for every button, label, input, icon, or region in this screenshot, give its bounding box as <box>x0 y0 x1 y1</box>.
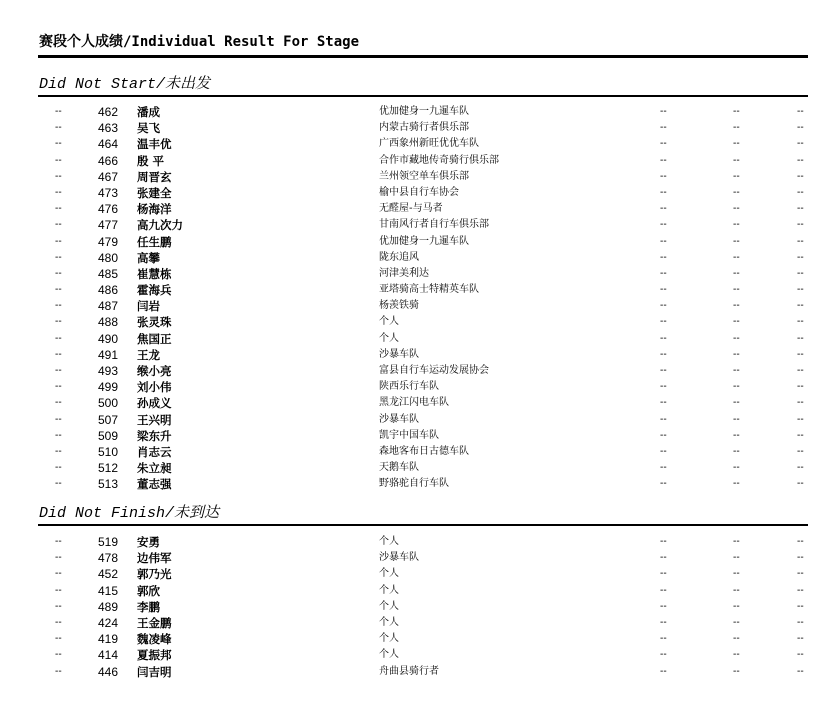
table-row <box>0 615 840 631</box>
team-name: 舟曲县骑行者 <box>379 665 439 677</box>
result-cell-b: -- <box>733 536 740 547</box>
bib-number: 473 <box>97 185 118 200</box>
rank-cell: -- <box>55 633 62 645</box>
bib-number: 490 <box>97 331 118 346</box>
result-cell-a: -- <box>660 397 667 409</box>
result-cell-b: -- <box>733 316 740 328</box>
rider-name: 周晋玄 <box>137 169 172 184</box>
rider-name: 安勇 <box>137 535 160 549</box>
table-row <box>0 664 840 680</box>
result-cell-c: -- <box>797 365 804 376</box>
rider-name: 高九次力 <box>137 218 183 233</box>
result-cell-c: -- <box>797 552 804 564</box>
rider-name: 闫吉明 <box>137 664 172 679</box>
result-cell-c: -- <box>797 600 804 612</box>
result-cell-c: -- <box>797 203 804 215</box>
rider-name: 缑小亮 <box>137 364 172 378</box>
team-name: 个人 <box>379 616 399 628</box>
result-cell-a: -- <box>660 284 667 296</box>
rank-cell: -- <box>55 203 62 215</box>
table-row <box>0 460 840 476</box>
rider-name: 王兴明 <box>137 412 172 427</box>
result-cell-b: -- <box>733 413 740 425</box>
result-cell-b: -- <box>733 300 740 312</box>
section-rule-dnf <box>38 524 808 526</box>
dnf-list <box>0 534 840 680</box>
result-cell-c: -- <box>797 616 804 628</box>
rank-cell: -- <box>55 478 62 490</box>
result-cell-b: -- <box>733 445 740 457</box>
team-name: 杨羡铁骑 <box>379 300 419 312</box>
result-cell-c: -- <box>797 300 804 312</box>
result-cell-c: -- <box>797 536 804 547</box>
table-row <box>0 379 840 395</box>
bib-number: 414 <box>97 648 118 663</box>
result-cell-c: -- <box>797 381 804 393</box>
table-row <box>0 647 840 663</box>
section-rule-dns <box>38 95 808 97</box>
bib-number: 499 <box>97 380 118 395</box>
team-name: 河津美利达 <box>379 267 429 279</box>
result-cell-c: -- <box>797 445 804 457</box>
bib-number: 493 <box>97 364 118 378</box>
rider-name: 崔慧栋 <box>137 266 172 281</box>
result-cell-b: -- <box>733 138 740 150</box>
result-cell-a: -- <box>660 235 667 247</box>
team-name: 合作市藏地传奇骑行俱乐部 <box>379 154 499 166</box>
result-cell-b: -- <box>733 186 740 198</box>
result-cell-b: -- <box>733 649 740 661</box>
bib-number: 500 <box>97 396 118 411</box>
bib-number: 491 <box>97 347 118 362</box>
bib-number: 489 <box>97 599 118 614</box>
rank-cell: -- <box>55 235 62 247</box>
result-cell-b: -- <box>733 170 740 182</box>
result-cell-a: -- <box>660 429 667 441</box>
bib-number: 463 <box>97 121 118 136</box>
result-cell-a: -- <box>660 536 667 547</box>
rank-cell: -- <box>55 365 62 376</box>
table-row <box>0 314 840 330</box>
result-cell-a: -- <box>660 219 667 231</box>
table-row <box>0 599 840 615</box>
table-row <box>0 217 840 233</box>
team-name: 野骆驼自行车队 <box>379 478 449 490</box>
result-cell-c: -- <box>797 348 804 360</box>
table-row <box>0 282 840 298</box>
rank-cell: -- <box>55 170 62 182</box>
result-cell-c: -- <box>797 413 804 425</box>
result-cell-a: -- <box>660 251 667 263</box>
table-row <box>0 550 840 566</box>
rank-cell: -- <box>55 600 62 612</box>
bib-number: 478 <box>97 551 118 566</box>
result-cell-a: -- <box>660 170 667 182</box>
result-cell-a: -- <box>660 649 667 661</box>
bib-number: 477 <box>97 218 118 233</box>
result-cell-b: -- <box>733 122 740 134</box>
team-name: 个人 <box>379 633 399 645</box>
result-cell-b: -- <box>733 381 740 393</box>
result-cell-c: -- <box>797 633 804 645</box>
rider-name: 夏振邦 <box>137 648 172 663</box>
result-cell-a: -- <box>660 462 667 474</box>
team-name: 内蒙古骑行者俱乐部 <box>379 122 469 134</box>
section-title-dnf: Did Not Finish/未到达 <box>39 505 220 522</box>
bib-number: 467 <box>97 169 118 184</box>
rider-name: 朱立昶 <box>137 461 172 476</box>
result-cell-c: -- <box>797 170 804 182</box>
page-title: 赛段个人成绩/Individual Result For Stage <box>39 34 360 50</box>
result-cell-b: -- <box>733 462 740 474</box>
team-name: 无醛屋-与马者 <box>379 203 443 215</box>
team-name: 森地客布日古德车队 <box>379 445 469 457</box>
result-cell-a: -- <box>660 616 667 628</box>
team-name: 沙暴车队 <box>379 348 419 360</box>
rank-cell: -- <box>55 219 62 231</box>
result-cell-a: -- <box>660 478 667 490</box>
result-cell-a: -- <box>660 348 667 360</box>
rider-name: 郭乃光 <box>137 567 172 582</box>
rider-name: 张灵珠 <box>137 315 172 330</box>
table-row <box>0 136 840 152</box>
team-name: 兰州领空单车俱乐部 <box>379 170 469 182</box>
result-cell-b: -- <box>733 332 740 344</box>
result-cell-a: -- <box>660 633 667 645</box>
bib-number: 486 <box>97 283 118 298</box>
result-cell-b: -- <box>733 600 740 612</box>
table-row <box>0 363 840 379</box>
rider-name: 王龙 <box>137 347 160 362</box>
rider-name: 高攀 <box>137 250 160 265</box>
result-cell-b: -- <box>733 348 740 360</box>
result-cell-b: -- <box>733 665 740 677</box>
result-cell-a: -- <box>660 106 667 117</box>
result-cell-b: -- <box>733 397 740 409</box>
bib-number: 424 <box>97 615 118 630</box>
result-cell-c: -- <box>797 235 804 247</box>
rider-name: 李鹏 <box>137 599 160 614</box>
result-cell-a: -- <box>660 154 667 166</box>
table-row <box>0 444 840 460</box>
result-cell-a: -- <box>660 122 667 134</box>
result-cell-c: -- <box>797 332 804 344</box>
bib-number: 519 <box>97 535 118 549</box>
team-name: 优加健身一九暹车队 <box>379 235 469 247</box>
rider-name: 殷 平 <box>137 153 165 168</box>
rank-cell: -- <box>55 332 62 344</box>
table-row <box>0 201 840 217</box>
result-cell-a: -- <box>660 552 667 564</box>
result-cell-a: -- <box>660 381 667 393</box>
rider-name: 董志强 <box>137 477 172 492</box>
result-cell-c: -- <box>797 478 804 490</box>
rank-cell: -- <box>55 316 62 328</box>
rank-cell: -- <box>55 649 62 661</box>
table-row <box>0 476 840 492</box>
rank-cell: -- <box>55 584 62 596</box>
result-cell-b: -- <box>733 568 740 580</box>
team-name: 榆中县自行车协会 <box>379 186 459 198</box>
rider-name: 潘成 <box>137 105 160 119</box>
result-cell-c: -- <box>797 154 804 166</box>
result-cell-c: -- <box>797 186 804 198</box>
table-row <box>0 185 840 201</box>
rank-cell: -- <box>55 251 62 263</box>
table-row <box>0 298 840 314</box>
rider-name: 焦国正 <box>137 331 172 346</box>
result-cell-b: -- <box>733 365 740 376</box>
bib-number: 476 <box>97 202 118 217</box>
team-name: 天鹅车队 <box>379 462 419 474</box>
rider-name: 肖志云 <box>137 444 172 459</box>
table-row <box>0 331 840 347</box>
bib-number: 466 <box>97 153 118 168</box>
team-name: 个人 <box>379 332 399 344</box>
result-cell-a: -- <box>660 568 667 580</box>
result-cell-b: -- <box>733 251 740 263</box>
rank-cell: -- <box>55 536 62 547</box>
rank-cell: -- <box>55 397 62 409</box>
team-name: 甘南风行者自行车俱乐部 <box>379 219 489 231</box>
team-name: 陇东追风 <box>379 251 419 263</box>
table-row <box>0 428 840 444</box>
result-cell-c: -- <box>797 251 804 263</box>
title-rule <box>38 55 808 58</box>
result-cell-a: -- <box>660 203 667 215</box>
team-name: 黑龙江闪电车队 <box>379 397 449 409</box>
result-cell-b: -- <box>733 616 740 628</box>
rider-name: 温丰优 <box>137 137 172 152</box>
result-cell-b: -- <box>733 633 740 645</box>
result-cell-b: -- <box>733 219 740 231</box>
bib-number: 452 <box>97 567 118 582</box>
team-name: 个人 <box>379 536 399 547</box>
result-cell-a: -- <box>660 665 667 677</box>
result-cell-c: -- <box>797 316 804 328</box>
table-row <box>0 266 840 282</box>
bib-number: 485 <box>97 266 118 281</box>
result-cell-c: -- <box>797 665 804 677</box>
bib-number: 479 <box>97 234 118 249</box>
result-cell-b: -- <box>733 429 740 441</box>
bib-number: 488 <box>97 315 118 330</box>
bib-number: 480 <box>97 250 118 265</box>
table-row <box>0 169 840 185</box>
rank-cell: -- <box>55 138 62 150</box>
result-cell-c: -- <box>797 138 804 150</box>
table-row <box>0 566 840 582</box>
result-cell-c: -- <box>797 122 804 134</box>
rank-cell: -- <box>55 381 62 393</box>
table-row <box>0 534 840 550</box>
table-row <box>0 412 840 428</box>
result-cell-b: -- <box>733 284 740 296</box>
result-cell-b: -- <box>733 106 740 117</box>
table-row <box>0 120 840 136</box>
rider-name: 霍海兵 <box>137 283 172 298</box>
rank-cell: -- <box>55 462 62 474</box>
table-row <box>0 583 840 599</box>
rank-cell: -- <box>55 122 62 134</box>
rider-name: 张建全 <box>137 185 172 200</box>
rank-cell: -- <box>55 665 62 677</box>
result-cell-a: -- <box>660 300 667 312</box>
rank-cell: -- <box>55 154 62 166</box>
result-cell-a: -- <box>660 584 667 596</box>
team-name: 个人 <box>379 568 399 580</box>
rank-cell: -- <box>55 552 62 564</box>
rank-cell: -- <box>55 348 62 360</box>
result-cell-c: -- <box>797 568 804 580</box>
table-row <box>0 250 840 266</box>
team-name: 个人 <box>379 584 399 596</box>
result-cell-c: -- <box>797 267 804 279</box>
team-name: 个人 <box>379 600 399 612</box>
team-name: 沙暴车队 <box>379 413 419 425</box>
bib-number: 462 <box>97 105 118 119</box>
team-name: 优加健身一九暹车队 <box>379 106 469 117</box>
result-cell-b: -- <box>733 552 740 564</box>
team-name: 陕西乐行车队 <box>379 381 439 393</box>
bib-number: 510 <box>97 444 118 459</box>
team-name: 沙暴车队 <box>379 552 419 564</box>
result-cell-a: -- <box>660 186 667 198</box>
bib-number: 464 <box>97 137 118 152</box>
bib-number: 415 <box>97 583 118 598</box>
rider-name: 边伟军 <box>137 551 172 566</box>
table-row <box>0 104 840 120</box>
result-cell-c: -- <box>797 397 804 409</box>
rider-name: 刘小伟 <box>137 380 172 395</box>
bib-number: 419 <box>97 632 118 647</box>
result-cell-a: -- <box>660 600 667 612</box>
result-cell-a: -- <box>660 445 667 457</box>
rank-cell: -- <box>55 186 62 198</box>
rank-cell: -- <box>55 616 62 628</box>
rider-name: 王金鹏 <box>137 615 172 630</box>
rider-name: 任生鹏 <box>137 234 172 249</box>
table-row <box>0 234 840 250</box>
result-cell-c: -- <box>797 284 804 296</box>
result-cell-b: -- <box>733 154 740 166</box>
result-cell-a: -- <box>660 316 667 328</box>
result-cell-b: -- <box>733 478 740 490</box>
rider-name: 孙成义 <box>137 396 172 411</box>
table-row <box>0 631 840 647</box>
result-cell-c: -- <box>797 584 804 596</box>
bib-number: 512 <box>97 461 118 476</box>
result-cell-b: -- <box>733 235 740 247</box>
result-cell-a: -- <box>660 138 667 150</box>
rank-cell: -- <box>55 429 62 441</box>
bib-number: 509 <box>97 428 118 443</box>
rank-cell: -- <box>55 267 62 279</box>
bib-number: 487 <box>97 299 118 314</box>
team-name: 个人 <box>379 649 399 661</box>
rider-name: 杨海洋 <box>137 202 172 217</box>
table-row <box>0 395 840 411</box>
team-name: 广西象州新旺优优车队 <box>379 138 479 150</box>
result-cell-c: -- <box>797 106 804 117</box>
result-cell-b: -- <box>733 203 740 215</box>
rider-name: 吴飞 <box>137 121 160 136</box>
result-cell-a: -- <box>660 365 667 376</box>
rank-cell: -- <box>55 413 62 425</box>
rank-cell: -- <box>55 284 62 296</box>
rank-cell: -- <box>55 300 62 312</box>
section-title-dns: Did Not Start/未出发 <box>39 76 211 93</box>
table-row <box>0 347 840 363</box>
result-cell-a: -- <box>660 267 667 279</box>
result-cell-a: -- <box>660 332 667 344</box>
rider-name: 梁东升 <box>137 428 172 443</box>
rank-cell: -- <box>55 106 62 117</box>
bib-number: 507 <box>97 412 118 427</box>
result-cell-c: -- <box>797 219 804 231</box>
rider-name: 魏凌峰 <box>137 632 172 647</box>
result-cell-c: -- <box>797 462 804 474</box>
rider-name: 郭欣 <box>137 583 160 598</box>
result-cell-b: -- <box>733 267 740 279</box>
result-cell-a: -- <box>660 413 667 425</box>
bib-number: 446 <box>97 664 118 679</box>
rider-name: 闫岩 <box>137 299 160 314</box>
rank-cell: -- <box>55 568 62 580</box>
dns-list <box>0 104 840 493</box>
result-cell-b: -- <box>733 584 740 596</box>
result-cell-c: -- <box>797 429 804 441</box>
team-name: 个人 <box>379 316 399 328</box>
bib-number: 513 <box>97 477 118 492</box>
result-cell-c: -- <box>797 649 804 661</box>
team-name: 富县自行车运动发展协会 <box>379 365 489 376</box>
team-name: 亚塔骑高士特精英车队 <box>379 284 479 296</box>
rank-cell: -- <box>55 445 62 457</box>
table-row <box>0 153 840 169</box>
team-name: 凯宇中国车队 <box>379 429 439 441</box>
